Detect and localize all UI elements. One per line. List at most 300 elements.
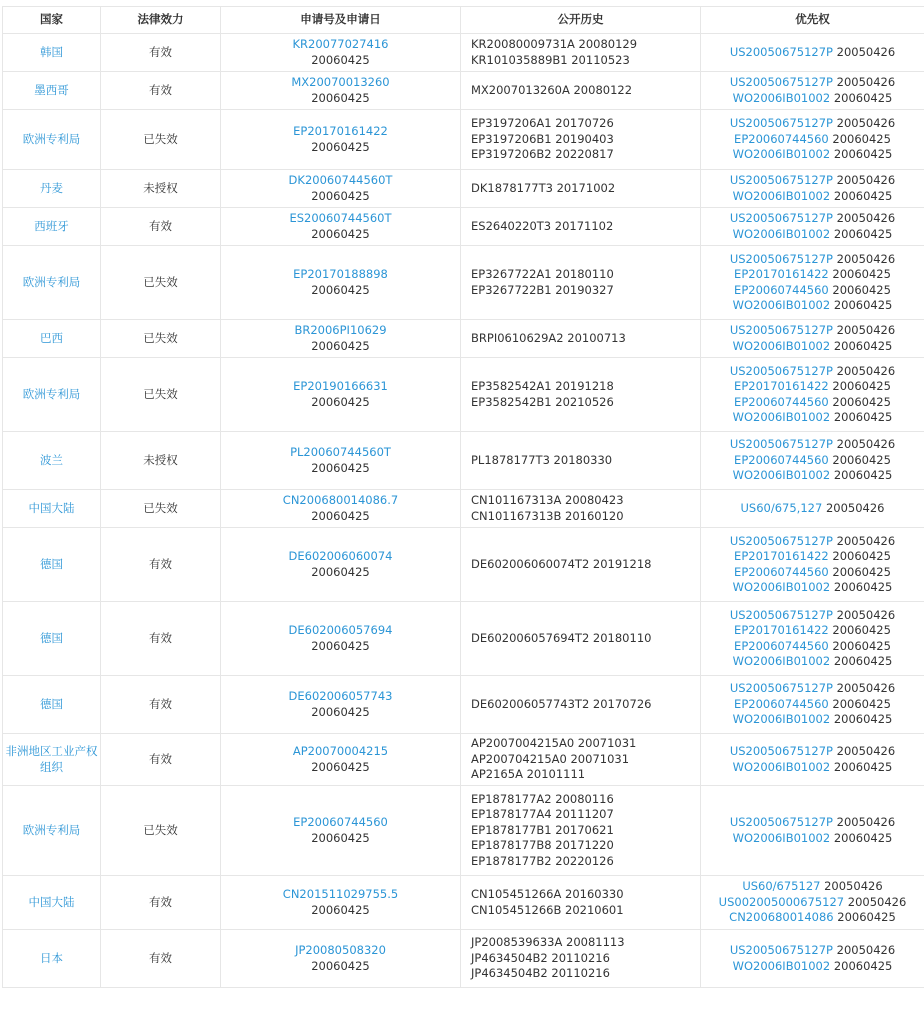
legal-status-cell: 已失效 <box>101 786 221 876</box>
country-cell <box>3 876 101 930</box>
priority-number-link[interactable]: WO2006IB01002 <box>733 959 831 973</box>
priority-date: 20050426 <box>826 501 885 515</box>
priority-date: 20060425 <box>832 267 891 281</box>
priority-date: 20060425 <box>834 654 893 668</box>
priority-entry <box>703 323 922 339</box>
priority-entry <box>703 468 922 484</box>
priority-cell <box>701 930 924 988</box>
priority-number-link[interactable]: EP20060744560 <box>734 639 829 653</box>
country-link[interactable]: 韩国 <box>40 45 63 59</box>
legal-status-cell: 有效 <box>101 602 221 676</box>
priority-date: 20060425 <box>834 298 893 312</box>
priority-entry <box>703 608 922 624</box>
country-link[interactable]: 中国大陆 <box>29 895 75 909</box>
priority-date: 20060425 <box>834 227 893 241</box>
priority-cell <box>701 320 924 358</box>
priority-number-link[interactable]: US20050675127P <box>730 211 833 225</box>
table-row <box>3 208 924 246</box>
priority-number-link[interactable]: WO2006IB01002 <box>733 831 831 845</box>
priority-cell <box>701 490 924 528</box>
priority-number-link[interactable]: US20050675127P <box>730 75 833 89</box>
patent-family-table <box>2 6 924 988</box>
country-link[interactable]: 欧洲专利局 <box>23 132 81 146</box>
application-date: 20060425 <box>223 189 458 205</box>
priority-number-link[interactable]: US20050675127P <box>730 608 833 622</box>
priority-number-link[interactable]: WO2006IB01002 <box>733 760 831 774</box>
table-row <box>3 432 924 490</box>
application-cell <box>221 432 461 490</box>
priority-number-link[interactable]: EP20060744560 <box>734 395 829 409</box>
priority-entry <box>703 45 922 61</box>
priority-cell <box>701 110 924 170</box>
priority-number-link[interactable]: WO2006IB01002 <box>733 580 831 594</box>
publication-entry: CN105451266B 20210601 <box>471 903 698 919</box>
header-application: 申请号及申请日 <box>221 7 461 34</box>
priority-entry <box>703 339 922 355</box>
legal-status-cell: 有效 <box>101 72 221 110</box>
priority-entry <box>703 132 922 148</box>
priority-number-link[interactable]: WO2006IB01002 <box>733 147 831 161</box>
country-cell <box>3 734 101 786</box>
application-cell <box>221 876 461 930</box>
priority-cell <box>701 876 924 930</box>
priority-date: 20060425 <box>834 959 893 973</box>
country-link[interactable]: 墨西哥 <box>34 83 69 97</box>
country-cell <box>3 72 101 110</box>
priority-number-link[interactable]: US20050675127P <box>730 173 833 187</box>
application-date: 20060425 <box>223 903 458 919</box>
legal-status-cell: 有效 <box>101 208 221 246</box>
country-link[interactable]: 波兰 <box>40 453 63 467</box>
country-link[interactable]: 德国 <box>40 631 63 645</box>
priority-date: 20060425 <box>832 283 891 297</box>
publication-entry: KR20080009731A 20080129 <box>471 37 698 53</box>
priority-number-link[interactable]: EP20170161422 <box>734 549 829 563</box>
priority-cell <box>701 676 924 734</box>
priority-cell <box>701 734 924 786</box>
priority-entry <box>703 549 922 565</box>
country-link[interactable]: 日本 <box>40 951 63 965</box>
priority-entry <box>703 437 922 453</box>
publication-entry: EP3197206B1 20190403 <box>471 132 698 148</box>
publication-history-cell <box>461 72 701 110</box>
priority-number-link[interactable]: CN200680014086 <box>729 910 833 924</box>
legal-status-cell: 已失效 <box>101 110 221 170</box>
publication-entry: EP3582542A1 20191218 <box>471 379 698 395</box>
country-cell <box>3 320 101 358</box>
priority-number-link[interactable]: US20050675127P <box>730 437 833 451</box>
priority-entry <box>703 654 922 670</box>
priority-entry <box>703 760 922 776</box>
priority-number-link[interactable]: US20050675127P <box>730 45 833 59</box>
application-number-link[interactable]: CN200680014086.7 <box>223 493 458 509</box>
priority-entry <box>703 639 922 655</box>
priority-date: 20050426 <box>837 943 896 957</box>
priority-number-link[interactable]: EP20060744560 <box>734 565 829 579</box>
application-date: 20060425 <box>223 395 458 411</box>
priority-number-link[interactable]: US60/675127 <box>742 879 820 893</box>
publication-entry: EP1878177B8 20171220 <box>471 838 698 854</box>
application-date: 20060425 <box>223 959 458 975</box>
priority-date: 20060425 <box>834 580 893 594</box>
application-cell <box>221 786 461 876</box>
country-link[interactable]: 德国 <box>40 697 63 711</box>
priority-entry <box>703 227 922 243</box>
priority-number-link[interactable]: US20050675127P <box>730 815 833 829</box>
legal-status-cell: 未授权 <box>101 432 221 490</box>
application-date: 20060425 <box>223 760 458 776</box>
table-row <box>3 602 924 676</box>
table-header <box>3 7 924 34</box>
publication-entry: EP1878177B1 20170621 <box>471 823 698 839</box>
publication-entry: EP1878177A4 20111207 <box>471 807 698 823</box>
priority-number-link[interactable]: WO2006IB01002 <box>733 227 831 241</box>
priority-entry <box>703 501 922 517</box>
priority-cell <box>701 602 924 676</box>
application-date: 20060425 <box>223 565 458 581</box>
priority-date: 20050426 <box>837 75 896 89</box>
publication-entry: EP3197206B2 20220817 <box>471 147 698 163</box>
priority-entry <box>703 712 922 728</box>
priority-entry <box>703 879 922 895</box>
country-cell <box>3 786 101 876</box>
application-date: 20060425 <box>223 227 458 243</box>
table-row <box>3 676 924 734</box>
publication-history-cell <box>461 930 701 988</box>
table-row <box>3 490 924 528</box>
priority-cell <box>701 34 924 72</box>
publication-history-cell <box>461 432 701 490</box>
country-link[interactable]: 欧洲专利局 <box>23 387 81 401</box>
publication-entry: JP4634504B2 20110216 <box>471 966 698 982</box>
legal-status-cell: 有效 <box>101 930 221 988</box>
publication-entry: EP1878177A2 20080116 <box>471 792 698 808</box>
publication-entry: KR101035889B1 20110523 <box>471 53 698 69</box>
priority-entry <box>703 744 922 760</box>
priority-cell <box>701 170 924 208</box>
priority-entry <box>703 147 922 163</box>
priority-date: 20050426 <box>848 895 907 909</box>
priority-entry <box>703 91 922 107</box>
priority-entry <box>703 173 922 189</box>
priority-date: 20050426 <box>837 681 896 695</box>
publication-entry: EP1878177B2 20220126 <box>471 854 698 870</box>
priority-number-link[interactable]: EP20170161422 <box>734 379 829 393</box>
application-cell <box>221 490 461 528</box>
application-date: 20060425 <box>223 705 458 721</box>
publication-entry: AP2007004215A0 20071031 <box>471 736 698 752</box>
priority-date: 20060425 <box>832 565 891 579</box>
application-date: 20060425 <box>223 283 458 299</box>
priority-date: 20050426 <box>837 364 896 378</box>
country-link[interactable]: 德国 <box>40 557 63 571</box>
priority-date: 20050426 <box>837 45 896 59</box>
priority-cell <box>701 358 924 432</box>
publication-entry: DK1878177T3 20171002 <box>471 181 698 197</box>
priority-date: 20050426 <box>837 815 896 829</box>
country-cell <box>3 358 101 432</box>
legal-status-cell: 已失效 <box>101 490 221 528</box>
priority-date: 20050426 <box>837 534 896 548</box>
priority-number-link[interactable]: EP20060744560 <box>734 453 829 467</box>
legal-status-cell: 有效 <box>101 676 221 734</box>
country-link[interactable]: 非洲地区工业产权组织 <box>6 744 98 774</box>
table-row <box>3 170 924 208</box>
legal-status-cell: 未授权 <box>101 170 221 208</box>
priority-date: 20060425 <box>834 468 893 482</box>
country-cell <box>3 110 101 170</box>
publication-entry: CN105451266A 20160330 <box>471 887 698 903</box>
country-cell <box>3 170 101 208</box>
application-date: 20060425 <box>223 53 458 69</box>
priority-date: 20060425 <box>834 91 893 105</box>
country-cell <box>3 490 101 528</box>
publication-history-cell <box>461 110 701 170</box>
priority-number-link[interactable]: US20050675127P <box>730 252 833 266</box>
table-row <box>3 110 924 170</box>
priority-cell <box>701 208 924 246</box>
priority-entry <box>703 252 922 268</box>
priority-entry <box>703 410 922 426</box>
priority-date: 20060425 <box>834 760 893 774</box>
publication-history-cell <box>461 734 701 786</box>
application-date: 20060425 <box>223 831 458 847</box>
table-row <box>3 734 924 786</box>
publication-entry: ES2640220T3 20171102 <box>471 219 698 235</box>
priority-number-link[interactable]: EP20060744560 <box>734 132 829 146</box>
legal-status-cell: 有效 <box>101 528 221 602</box>
publication-history-cell <box>461 246 701 320</box>
table-row <box>3 34 924 72</box>
application-number-link[interactable]: EP20190166631 <box>223 379 458 395</box>
publication-history-cell <box>461 320 701 358</box>
priority-entry <box>703 211 922 227</box>
publication-entry: CN101167313A 20080423 <box>471 493 698 509</box>
header-country: 国家 <box>3 7 101 34</box>
priority-date: 20050426 <box>837 252 896 266</box>
priority-number-link[interactable]: US20050675127P <box>730 323 833 337</box>
priority-number-link[interactable]: WO2006IB01002 <box>733 189 831 203</box>
priority-date: 20060425 <box>837 910 896 924</box>
priority-date: 20050426 <box>837 211 896 225</box>
publication-entry: EP3267722B1 20190327 <box>471 283 698 299</box>
application-number-link[interactable]: DK20060744560T <box>223 173 458 189</box>
application-number-link[interactable]: DE602006060074 <box>223 549 458 565</box>
legal-status-cell: 有效 <box>101 876 221 930</box>
header-legal-status: 法律效力 <box>101 7 221 34</box>
priority-entry <box>703 298 922 314</box>
priority-number-link[interactable]: US20050675127P <box>730 681 833 695</box>
priority-number-link[interactable]: WO2006IB01002 <box>733 410 831 424</box>
application-number-link[interactable]: BR2006PI10629 <box>223 323 458 339</box>
publication-history-cell <box>461 170 701 208</box>
priority-date: 20060425 <box>832 132 891 146</box>
priority-date: 20050426 <box>824 879 883 893</box>
country-link[interactable]: 中国大陆 <box>29 501 75 515</box>
priority-entry <box>703 364 922 380</box>
application-number-link[interactable]: EP20170161422 <box>223 124 458 140</box>
priority-cell <box>701 432 924 490</box>
priority-date: 20060425 <box>832 549 891 563</box>
application-cell <box>221 34 461 72</box>
priority-date: 20060425 <box>834 712 893 726</box>
priority-cell <box>701 246 924 320</box>
priority-number-link[interactable]: US20050675127P <box>730 364 833 378</box>
priority-number-link[interactable]: US20050675127P <box>730 534 833 548</box>
table-body <box>3 34 924 988</box>
priority-entry <box>703 453 922 469</box>
priority-number-link[interactable]: US20050675127P <box>730 943 833 957</box>
priority-entry <box>703 815 922 831</box>
header-publication-history: 公开历史 <box>461 7 701 34</box>
publication-history-cell <box>461 602 701 676</box>
country-cell <box>3 602 101 676</box>
table-row <box>3 246 924 320</box>
application-number-link[interactable]: KR20077027416 <box>223 37 458 53</box>
legal-status-cell: 已失效 <box>101 320 221 358</box>
priority-number-link[interactable]: US60/675,127 <box>741 501 823 515</box>
publication-history-cell <box>461 786 701 876</box>
country-cell <box>3 676 101 734</box>
publication-history-cell <box>461 876 701 930</box>
country-link[interactable]: 巴西 <box>40 331 63 345</box>
priority-number-link[interactable]: WO2006IB01002 <box>733 339 831 353</box>
publication-entry: DE602006057743T2 20170726 <box>471 697 698 713</box>
priority-entry <box>703 75 922 91</box>
application-number-link[interactable]: EP20170188898 <box>223 267 458 283</box>
application-number-link[interactable]: AP20070004215 <box>223 744 458 760</box>
publication-entry: BRPI0610629A2 20100713 <box>471 331 698 347</box>
priority-date: 20060425 <box>832 453 891 467</box>
publication-entry: DE602006057694T2 20180110 <box>471 631 698 647</box>
table-row <box>3 786 924 876</box>
publication-entry: CN101167313B 20160120 <box>471 509 698 525</box>
priority-entry <box>703 910 922 926</box>
priority-date: 20050426 <box>837 744 896 758</box>
country-link[interactable]: 丹麦 <box>40 181 63 195</box>
priority-entry <box>703 267 922 283</box>
priority-number-link[interactable]: WO2006IB01002 <box>733 298 831 312</box>
priority-entry <box>703 959 922 975</box>
publication-history-cell <box>461 676 701 734</box>
application-cell <box>221 676 461 734</box>
priority-number-link[interactable]: EP20170161422 <box>734 267 829 281</box>
header-row <box>3 7 924 34</box>
priority-cell <box>701 786 924 876</box>
application-cell <box>221 930 461 988</box>
priority-date: 20060425 <box>832 697 891 711</box>
priority-number-link[interactable]: WO2006IB01002 <box>733 712 831 726</box>
priority-entry <box>703 283 922 299</box>
application-cell <box>221 358 461 432</box>
legal-status-cell: 有效 <box>101 34 221 72</box>
application-number-link[interactable]: MX20070013260 <box>223 75 458 91</box>
publication-history-cell <box>461 358 701 432</box>
publication-history-cell <box>461 490 701 528</box>
priority-number-link[interactable]: WO2006IB01002 <box>733 654 831 668</box>
application-cell <box>221 110 461 170</box>
priority-date: 20050426 <box>837 608 896 622</box>
application-cell <box>221 602 461 676</box>
table-row <box>3 72 924 110</box>
priority-entry <box>703 895 922 911</box>
publication-entry: EP3267722A1 20180110 <box>471 267 698 283</box>
priority-date: 20060425 <box>834 189 893 203</box>
priority-entry <box>703 534 922 550</box>
priority-date: 20050426 <box>837 173 896 187</box>
table-row <box>3 320 924 358</box>
table-row <box>3 528 924 602</box>
priority-date: 20060425 <box>834 831 893 845</box>
country-cell <box>3 432 101 490</box>
application-cell <box>221 246 461 320</box>
priority-date: 20060425 <box>834 147 893 161</box>
header-priority: 优先权 <box>701 7 924 34</box>
priority-number-link[interactable]: EP20170161422 <box>734 623 829 637</box>
publication-history-cell <box>461 208 701 246</box>
priority-date: 20060425 <box>832 379 891 393</box>
priority-number-link[interactable]: EP20060744560 <box>734 283 829 297</box>
priority-date: 20060425 <box>832 639 891 653</box>
priority-date: 20050426 <box>837 437 896 451</box>
application-number-link[interactable]: JP20080508320 <box>223 943 458 959</box>
publication-entry: JP4634504B2 20110216 <box>471 951 698 967</box>
table-row <box>3 876 924 930</box>
priority-date: 20050426 <box>837 116 896 130</box>
application-date: 20060425 <box>223 339 458 355</box>
application-number-link[interactable]: EP20060744560 <box>223 815 458 831</box>
application-cell <box>221 528 461 602</box>
country-link[interactable]: 欧洲专利局 <box>23 275 81 289</box>
priority-number-link[interactable]: US20050675127P <box>730 116 833 130</box>
application-cell <box>221 734 461 786</box>
priority-cell <box>701 528 924 602</box>
priority-date: 20060425 <box>834 410 893 424</box>
priority-number-link[interactable]: WO2006IB01002 <box>733 91 831 105</box>
publication-entry: PL1878177T3 20180330 <box>471 453 698 469</box>
priority-date: 20060425 <box>832 623 891 637</box>
country-link[interactable]: 西班牙 <box>34 219 69 233</box>
application-number-link[interactable]: ES20060744560T <box>223 211 458 227</box>
publication-entry: EP3582542B1 20210526 <box>471 395 698 411</box>
country-cell <box>3 930 101 988</box>
priority-entry <box>703 379 922 395</box>
country-cell <box>3 208 101 246</box>
application-number-link[interactable]: DE602006057694 <box>223 623 458 639</box>
publication-history-cell <box>461 34 701 72</box>
publication-entry: JP2008539633A 20081113 <box>471 935 698 951</box>
application-number-link[interactable]: CN201511029755.5 <box>223 887 458 903</box>
publication-entry: MX2007013260A 20080122 <box>471 83 698 99</box>
priority-entry <box>703 623 922 639</box>
country-link[interactable]: 欧洲专利局 <box>23 823 81 837</box>
priority-number-link[interactable]: EP20060744560 <box>734 697 829 711</box>
priority-number-link[interactable]: US20050675127P <box>730 744 833 758</box>
application-date: 20060425 <box>223 91 458 107</box>
application-cell <box>221 72 461 110</box>
priority-entry <box>703 831 922 847</box>
country-cell <box>3 34 101 72</box>
priority-number-link[interactable]: WO2006IB01002 <box>733 468 831 482</box>
publication-entry: AP200704215A0 20071031 <box>471 752 698 768</box>
priority-cell <box>701 72 924 110</box>
priority-number-link[interactable]: US002005000675127 <box>719 895 844 909</box>
application-date: 20060425 <box>223 140 458 156</box>
application-number-link[interactable]: PL20060744560T <box>223 445 458 461</box>
legal-status-cell: 已失效 <box>101 246 221 320</box>
table-row <box>3 930 924 988</box>
application-number-link[interactable]: DE602006057743 <box>223 689 458 705</box>
